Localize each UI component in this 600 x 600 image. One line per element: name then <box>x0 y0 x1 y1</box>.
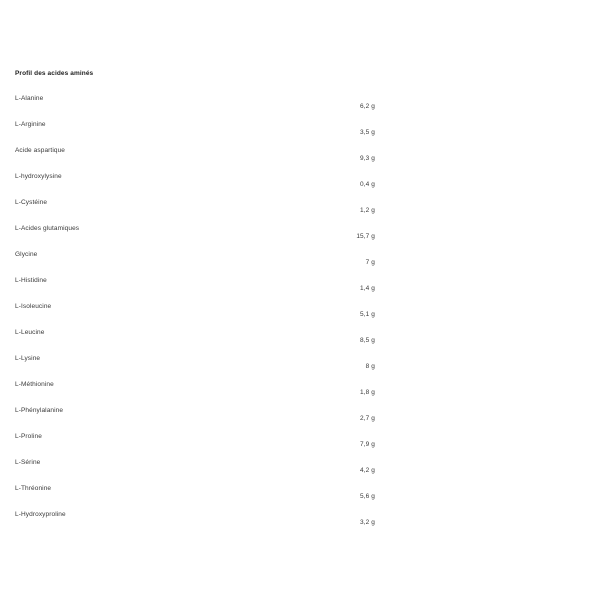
amino-acid-row <box>15 121 375 147</box>
amino-acid-row <box>15 485 375 511</box>
amino-acid-name: L-Méthionine <box>15 381 54 388</box>
amino-acid-row <box>15 199 375 225</box>
amino-acid-name: L-Leucine <box>15 329 45 336</box>
amino-acid-row <box>15 147 375 173</box>
amino-acid-amount: 5,6 g <box>360 493 375 500</box>
amino-acid-amount: 1,4 g <box>360 285 375 292</box>
amino-acid-row <box>15 433 375 459</box>
amino-acid-row <box>15 511 375 537</box>
amino-acid-row <box>15 329 375 355</box>
amino-acid-row-list <box>15 95 375 537</box>
amino-acid-row <box>15 355 375 381</box>
amino-acid-amount: 1,2 g <box>360 207 375 214</box>
amino-acid-row <box>15 381 375 407</box>
amino-acid-amount: 6,2 g <box>360 103 375 110</box>
amino-acid-name: L-Arginine <box>15 121 46 128</box>
amino-acid-amount: 9,3 g <box>360 155 375 162</box>
amino-acid-name: L-Acides glutamiques <box>15 225 80 232</box>
amino-acid-row <box>15 225 375 251</box>
amino-acid-row <box>15 459 375 485</box>
amino-acid-row <box>15 303 375 329</box>
amino-acid-row <box>15 95 375 121</box>
amino-acid-amount: 7,9 g <box>360 441 375 448</box>
amino-acid-profile-panel <box>15 70 375 537</box>
amino-acid-amount: 4,2 g <box>360 467 375 474</box>
amino-acid-name: L-Lysine <box>15 355 41 362</box>
amino-acid-row <box>15 407 375 433</box>
amino-acid-amount: 3,5 g <box>360 129 375 136</box>
amino-acid-amount: 0,4 g <box>360 181 375 188</box>
amino-acid-row <box>15 277 375 303</box>
amino-acid-name: L-Thréonine <box>15 485 52 492</box>
amino-acid-name: L-Sérine <box>15 459 41 466</box>
amino-acid-name: Acide aspartique <box>15 147 66 154</box>
amino-acid-name: L-hydroxylysine <box>15 173 62 180</box>
panel-title: Profil des acides aminés <box>15 70 94 77</box>
amino-acid-amount: 8,5 g <box>360 337 375 344</box>
amino-acid-amount: 3,2 g <box>360 519 375 526</box>
amino-acid-name: L-Hydroxyproline <box>15 511 66 518</box>
amino-acid-name: Glycine <box>15 251 38 258</box>
amino-acid-amount: 1,8 g <box>360 389 375 396</box>
amino-acid-name: L-Histidine <box>15 277 47 284</box>
amino-acid-amount: 7 g <box>365 259 375 266</box>
amino-acid-name: L-Proline <box>15 433 42 440</box>
amino-acid-name: L-Phénylalanine <box>15 407 64 414</box>
amino-acid-row <box>15 173 375 199</box>
amino-acid-amount: 8 g <box>365 363 375 370</box>
amino-acid-name: L-Alanine <box>15 95 44 102</box>
amino-acid-name: L-Cystéine <box>15 199 48 206</box>
amino-acid-amount: 2,7 g <box>360 415 375 422</box>
amino-acid-name: L-Isoleucine <box>15 303 52 310</box>
amino-acid-row <box>15 251 375 277</box>
amino-acid-amount: 15,7 g <box>356 233 375 240</box>
amino-acid-amount: 5,1 g <box>360 311 375 318</box>
